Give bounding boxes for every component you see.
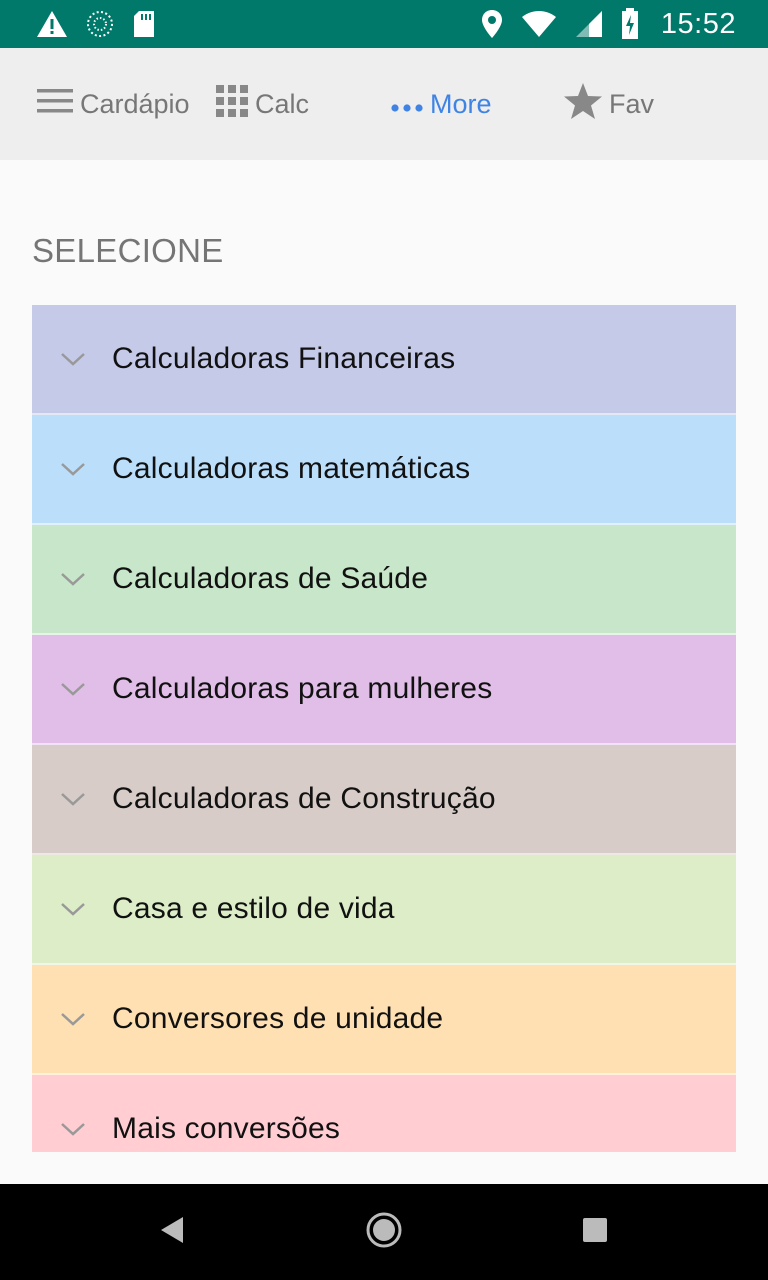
chevron-down-icon <box>32 1012 112 1026</box>
navigation-bar <box>0 1184 768 1280</box>
more-label: More <box>430 88 492 119</box>
category-label: Casa e estilo de vida <box>112 892 395 925</box>
recents-icon <box>582 1217 608 1248</box>
chevron-down-icon <box>32 792 112 806</box>
status-time: 15:52 <box>660 7 736 40</box>
calc-label: Calc <box>255 88 310 119</box>
category-label: Calculadoras para mulheres <box>112 672 493 705</box>
category-label: Calculadoras de Construção <box>112 782 496 815</box>
more-button[interactable] <box>390 48 492 160</box>
home-button[interactable] <box>336 1184 432 1280</box>
category-label: Calculadoras matemáticas <box>112 452 471 485</box>
more-dots-icon <box>390 89 424 120</box>
category-label: Conversores de unidade <box>112 1002 444 1035</box>
category-label: Calculadoras de Saúde <box>112 562 429 595</box>
category-item[interactable] <box>32 415 736 525</box>
category-item[interactable] <box>32 1075 736 1152</box>
category-item[interactable] <box>32 965 736 1075</box>
fav-label: Fav <box>609 88 655 119</box>
menu-label: Cardápio <box>80 88 190 119</box>
section-title: SELECIONE <box>32 232 224 269</box>
chevron-down-icon <box>32 1122 112 1136</box>
battery-charging-icon <box>621 8 639 40</box>
status-bar <box>0 0 768 48</box>
category-item[interactable] <box>32 305 736 415</box>
calc-button[interactable] <box>215 48 309 160</box>
category-label: Mais conversões <box>112 1112 341 1145</box>
cell-signal-icon <box>575 10 603 38</box>
category-item[interactable] <box>32 525 736 635</box>
home-icon <box>365 1211 403 1254</box>
recents-button[interactable] <box>547 1184 643 1280</box>
status-right-icons <box>481 8 736 41</box>
chevron-down-icon <box>32 352 112 366</box>
category-item[interactable] <box>32 855 736 965</box>
fav-button[interactable] <box>563 48 654 160</box>
category-label: Calculadoras Financeiras <box>112 342 456 375</box>
hamburger-icon <box>36 87 74 122</box>
top-toolbar <box>0 48 768 160</box>
back-button[interactable] <box>124 1184 220 1280</box>
sync-icon <box>86 10 114 38</box>
category-item[interactable] <box>32 745 736 855</box>
chevron-down-icon <box>32 902 112 916</box>
category-list <box>32 305 736 1152</box>
chevron-down-icon <box>32 462 112 476</box>
menu-button[interactable] <box>36 48 190 160</box>
category-item[interactable] <box>32 635 736 745</box>
sd-card-icon <box>132 10 156 38</box>
warning-icon <box>36 10 68 38</box>
grid-icon <box>215 84 249 125</box>
status-left-icons <box>36 10 156 38</box>
star-icon <box>563 82 603 127</box>
wifi-icon <box>521 10 557 38</box>
main-content <box>0 160 768 1184</box>
location-icon <box>481 9 503 39</box>
chevron-down-icon <box>32 572 112 586</box>
back-icon <box>159 1215 185 1250</box>
chevron-down-icon <box>32 682 112 696</box>
